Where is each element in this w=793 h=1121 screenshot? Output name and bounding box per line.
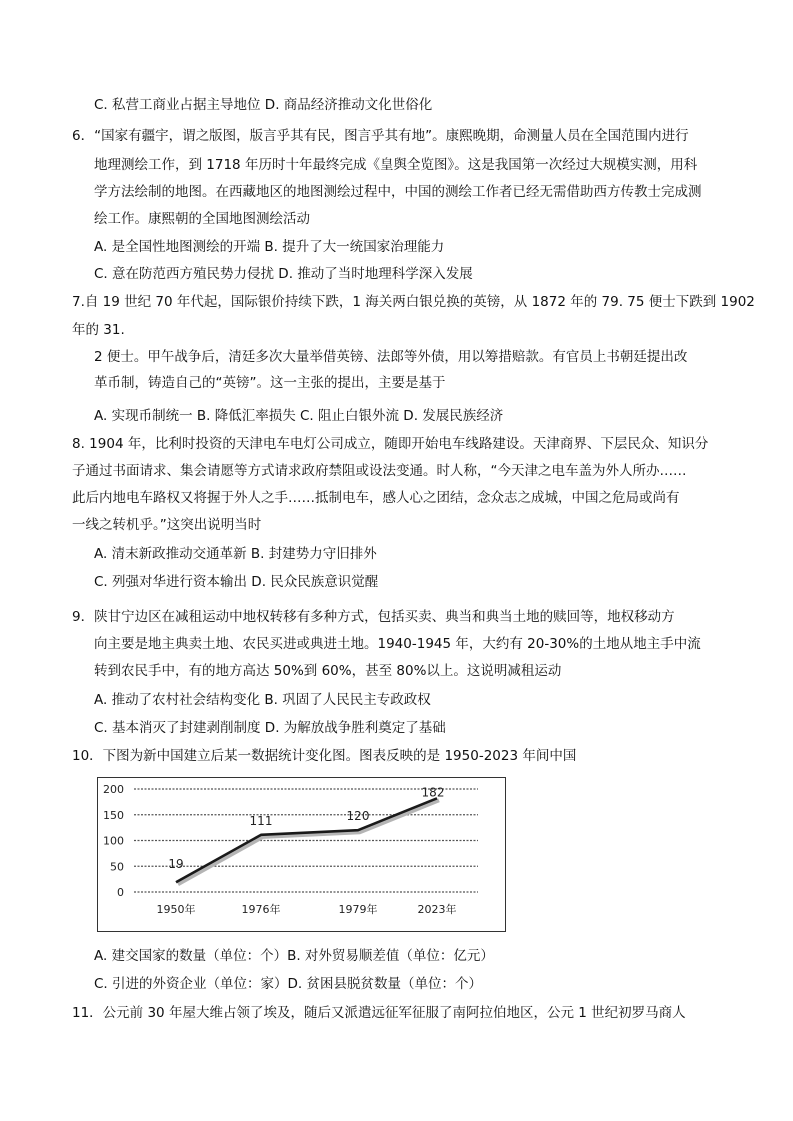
q9-stem-line-3: 转到农民手中，有的地方高达 50%到 60%，甚至 80%以上。这说明减租运动 xyxy=(94,663,562,679)
q11-stem: 11．公元前 30 年屋大维占领了埃及，随后又派遣远征军征服了南阿拉伯地区，公元 1 世纪初罗马商人 xyxy=(72,1005,686,1021)
y-tick-label: 0 xyxy=(117,886,124,899)
data-label: 19 xyxy=(168,857,184,872)
data-label: 120 xyxy=(346,809,370,824)
y-tick-label: 100 xyxy=(103,834,124,848)
y-tick-label: 150 xyxy=(103,808,124,822)
q9-options-ab: A. 推动了农村社会结构变化 B. 巩固了人民民主专政政权 xyxy=(94,692,431,708)
q9-stem-line-2: 向主要是地主典卖土地、农民买进或典进土地。1940-1945 年，大约有 20-30%的土地从地主手中流 xyxy=(94,636,701,652)
q8-options-ab: A. 清末新政推动交通革新 B. 封建势力守旧排外 xyxy=(94,546,377,562)
x-tick-label: 1976年 xyxy=(241,903,281,916)
q6-options-cd: C. 意在防范西方殖民势力侵扰 D. 推动了当时地理科学深入发展 xyxy=(94,266,473,282)
q6-stem-line-2: 地理测绘工作，到 1718 年历时十年最终完成《皇舆全览图》。这是我国第一次经过大规模实测，用科 xyxy=(94,157,698,173)
q6-options-ab: A. 是全国性地图测绘的开端 B. 提升了大一统国家治理能力 xyxy=(94,239,445,255)
q7-stem-line-2: 年的 31. xyxy=(72,322,125,338)
q10-line-chart xyxy=(97,777,506,932)
x-tick-label: 2023年 xyxy=(417,903,457,916)
y-tick-label: 200 xyxy=(103,783,124,796)
q7-options: A. 实现币制统一 B. 降低汇率损失 C. 阻止白银外流 D. 发展民族经济 xyxy=(94,408,504,424)
q6-stem-line-1: 6．“国家有疆宇，谓之版图，版言乎其有民，图言乎其有地”。康熙晚期，命测量人员在全国范围内进行 xyxy=(72,128,689,144)
q8-stem-line-2: 子通过书面请求、集会请愿等方式请求政府禁阻或设法变通。时人称，“今天津之电车盖为外人所办…… xyxy=(72,463,687,479)
x-tick-label: 1979年 xyxy=(338,903,378,916)
q6-stem-line-4: 绘工作。康熙朝的全国地图测绘活动 xyxy=(94,211,310,227)
data-label: 111 xyxy=(249,813,273,828)
x-tick-label: 1950年 xyxy=(156,903,196,916)
q8-stem-line-4: 一线之转机乎。”这突出说明当时 xyxy=(72,517,262,533)
q6-stem-line-3: 学方法绘制的地图。在西藏地区的地图测绘过程中，中国的测绘工作者已经无需借助西方传教士完成测 xyxy=(94,184,702,200)
q10-options-cd: C. 引进的外资企业（单位：家）D. 贫困县脱贫数量（单位：个） xyxy=(94,976,482,992)
chart-svg xyxy=(98,778,504,930)
data-label: 182 xyxy=(421,785,445,800)
q5-options-cd: C. 私营工商业占据主导地位 D. 商品经济推动文化世俗化 xyxy=(94,97,433,113)
q7-stem-line-1: 7.自 19 世纪 70 年代起，国际银价持续下跌，1 海关两白银兑换的英镑，从 1872 年的 79. 75 便士下跌到 1902 xyxy=(72,294,755,310)
q9-options-cd: C. 基本消灭了封建剥削制度 D. 为解放战争胜利奠定了基础 xyxy=(94,720,446,736)
q7-stem-line-4: 革币制，铸造自己的“英镑”。这一主张的提出，主要是基于 xyxy=(94,375,446,391)
q9-stem-line-1: 9．陕甘宁边区在减租运动中地权转移有多种方式，包括买卖、典当和典当土地的赎回等，地权移动方 xyxy=(72,609,675,625)
q10-stem: 10．下图为新中国建立后某一数据统计变化图。图表反映的是 1950-2023 年间中国 xyxy=(72,748,577,764)
q10-options-ab: A. 建交国家的数量（单位：个）B. 对外贸易顺差值（单位：亿元） xyxy=(94,948,494,964)
y-tick-label: 50 xyxy=(110,860,124,874)
q8-options-cd: C. 列强对华进行资本输出 D. 民众民族意识觉醒 xyxy=(94,574,379,590)
q7-stem-line-3: 2 便士。甲午战争后，清廷多次大量举借英镑、法郎等外债，用以筹措赔款。有官员上书朝廷提出改 xyxy=(94,349,688,365)
q8-stem-line-3: 此后内地电车路权又将握于外人之手……抵制电车，感人心之团结，念众志之成城，中国之危局或尚有 xyxy=(72,490,680,506)
q8-stem-line-1: 8. 1904 年，比利时投资的天津电车电灯公司成立，随即开始电车线路建设。天津商界、下层民众、知识分 xyxy=(72,436,709,452)
